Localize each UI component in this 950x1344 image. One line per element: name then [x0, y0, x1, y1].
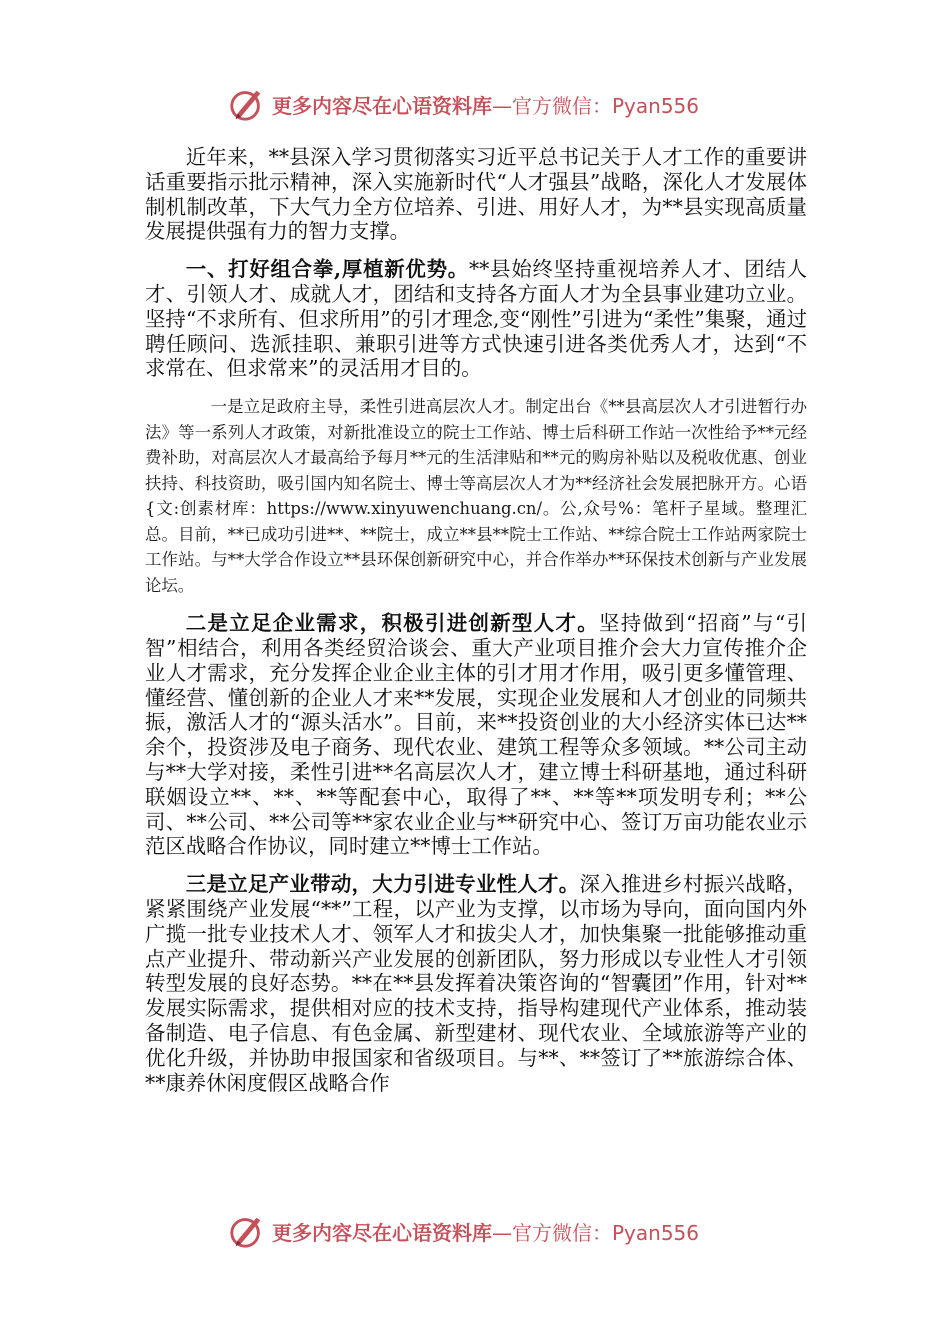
paragraph-text: 深入推进乡村振兴战略，紧紧围绕产业发展“**”工程，以产业为支撑，以市场为导向，面向国内外广揽一批专业技术人才、领军人才和拔尖人才，加快集聚一批能够推动重点产业提升、带动新兴产业发展的创新团队，努力形成以专业性人才引领转型发展的良好态势。**在**县发挥着决策咨询的“智囊团”作用，针对**发展实际需求，提供相对应的技术支持，指导构建现代产业体系，推动装备制造、电子信息、有色金属、新型建材、现代农业、全域旅游等产业的优化升级，并协助申报国家和省级项目。与**、**签订了**旅游综合体、**康养休闲度假区战略合作	[145, 872, 808, 1095]
intro-paragraph	[145, 145, 807, 244]
pen-logo-icon	[228, 1212, 266, 1250]
paragraph-text: 近年来，**县深入学习贯彻落实习近平总书记关于人才工作的重要讲话重要指示批示精神，深入实施新时代“人才强县”战略，深化人才发展体制机制改革，下大气力全方位培养、引进、用好人才，为**县实现高质量发展提供强有力的智力支撑。	[145, 145, 807, 244]
section-one-heading: 一、打好组合拳,厚植新优势。	[185, 257, 469, 282]
point-three-heading: 三是立足产业带动，大力引进专业性人才。	[185, 872, 580, 897]
header-banner	[228, 82, 748, 126]
document-body	[145, 145, 807, 1095]
paragraph-text: **县始终坚持重视培养人才、团结人才、引领人才、成就人才，团结和支持各方面人才为全县事业建功立业。坚持“不求所有、但求所用”的引才理念,变“刚性”引进为“柔性”集聚，通过聘任顾问、选派挂职、兼职引进等方式快速引进各类优秀人才，达到“不求常在、但求常来”的灵活用才目的。	[145, 257, 807, 381]
point-two-heading: 二是立足企业需求，积极引进创新型人才。	[185, 611, 600, 636]
banner-brand: 更多内容尽在心语资料库	[272, 93, 492, 118]
pen-logo-icon	[228, 85, 266, 123]
point-two-paragraph	[145, 611, 807, 859]
banner-separator: —	[492, 93, 512, 118]
point-one-paragraph	[145, 394, 807, 598]
banner-suffix: 官方微信：Pyan556	[512, 93, 700, 118]
paragraph-text: 一是立足政府主导，柔性引进高层次人才。制定出台《**县高层次人才引进暂行办法》等一系列人才政策，对新批准设立的院士工作站、博士后科研工作站一次性给予**元经费补助，对高层次人才最高给予每月**元的生活津贴和**元的购房补贴以及税收优惠、创业扶持、科技资助，吸引国内知名院士、博士等高层次人才为**经济社会发展把脉开方。心语{文:创素材库：https://www.xinyuwenchuang.cn/。公,众号%：笔杆子星域。整理汇总。目前，**已成功引进**、**院士，成立**县**院士工作站、**综合院士工作站两家院士工作站。与**大学合作设立**县环保创新研究中心，并合作举办**环保技术创新与产业发展论坛。	[145, 397, 807, 595]
paragraph-text: 坚持做到“招商”与“引智”相结合，利用各类经贸洽谈会、重大产业项目推介会大力宣传推介企业人才需求，充分发挥企业企业主体的引才用才作用，吸引更多懂管理、懂经营、懂创新的企业人才来**发展，实现企业发展和人才创业的同频共振，激活人才的“源头活水”。目前，来**投资创业的大小经济实体已达**余个，投资涉及电子商务、现代农业、建筑工程等众多领域。**公司主动与**大学对接，柔性引进**名高层次人才，建立博士科研基地，通过科研联姻设立**、**、**等配套中心，取得了**、**等**项发明专利；**公司、**公司、**公司等**家农业企业与**研究中心、签订万亩功能农业示范区战略合作协议，同时建立**博士工作站。	[145, 611, 807, 859]
banner-text	[272, 90, 699, 119]
banner-separator: —	[492, 1220, 512, 1245]
banner-suffix: 官方微信：Pyan556	[512, 1220, 700, 1245]
footer-banner	[228, 1209, 748, 1253]
banner-text	[272, 1217, 699, 1246]
banner-brand: 更多内容尽在心语资料库	[272, 1220, 492, 1245]
section-one-paragraph	[145, 257, 807, 381]
point-three-paragraph	[145, 872, 807, 1095]
